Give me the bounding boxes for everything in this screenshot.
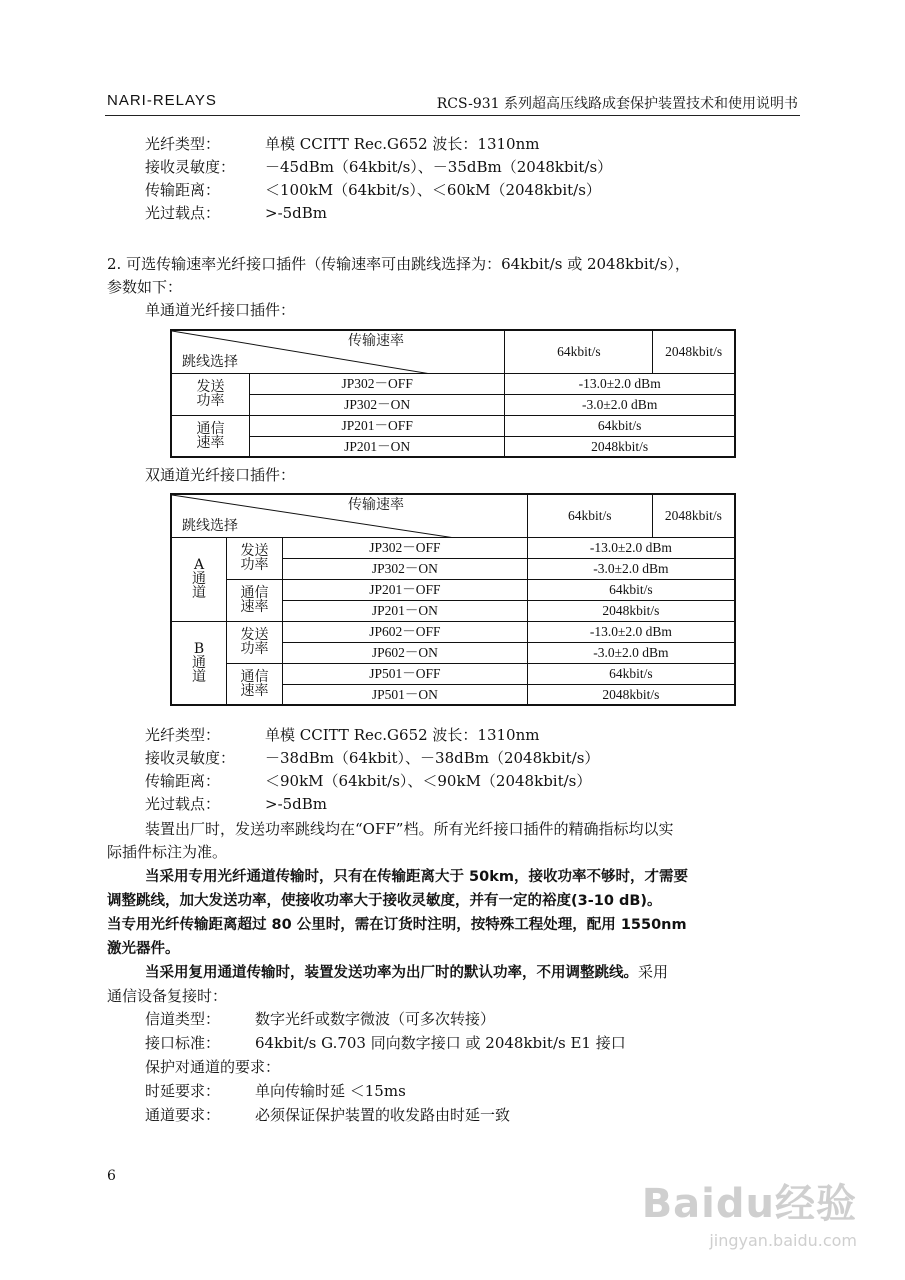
value-cell: -13.0±2.0 dBm [527,621,735,642]
header-jumper: 跳线选择 [182,354,238,370]
note-dedicated-line1: 当采用专用光纤通道传输时，只有在传输距离大于 50km，接收功率不够时，才需要 [145,869,688,885]
header-jumper: 跳线选择 [182,518,238,534]
spec-fiber-type: 光纤类型： 单模 CCITT Rec.G652 波长：1310nm [145,135,540,153]
jumper-cell: JP302－ON [250,394,505,415]
paragraph-2-line1: 2. 可选传输速率光纤接口插件（传输速率可由跳线选择为：64kbit/s 或 2048kbit/s）， [107,255,690,273]
value-cell: -13.0±2.0 dBm [527,537,735,558]
value-cell: -13.0±2.0 dBm [505,373,735,394]
spec-sensitivity: 接收灵敏度： －45dBm（64kbit/s）、－35dBm（2048kbit/s） [145,158,613,176]
jumper-cell: JP501－OFF [283,663,528,684]
dual-channel-title: 双通道光纤接口插件： [145,466,296,484]
note-mux-line1: 当采用复用通道传输时，装置发送功率为出厂时的默认功率，不用调整跳线。采用 [145,963,669,981]
spec-interface-standard: 接口标准： 64kbit/s G.703 同向数字接口 或 2048kbit/s E1 接口 [145,1034,626,1052]
value-cell: 64kbit/s [527,579,735,600]
spec2-fiber-type: 光纤类型： 单模 CCITT Rec.G652 波长：1310nm [145,726,540,744]
spec-distance: 传输距离： ＜100kM（64kbit/s）、＜60kM（2048kbit/s） [145,181,601,199]
watermark-logo [642,1172,857,1250]
jumper-cell: JP501－ON [283,684,528,705]
single-channel-title: 单通道光纤接口插件： [145,301,296,319]
watermark-main: Baidu经验 [641,1181,857,1227]
note-factory-line2: 际插件标注为准。 [107,843,228,861]
single-channel-table [170,329,736,458]
group-label-tx-power: 发送 功率 [171,373,250,415]
jumper-cell: JP602－OFF [283,621,528,642]
value-cell: 64kbit/s [505,415,735,436]
channel-label-a: A 通 道 [171,537,227,621]
value-cell: 64kbit/s [527,663,735,684]
spec2-sensitivity: 接收灵敏度： －38dBm（64kbit）、－38dBm（2048kbit/s） [145,749,600,767]
header-title-right: RCS-931 系列超高压线路成套保护装置技术和使用说明书 [436,96,798,112]
group-label-comm-rate: 通信 速率 [171,415,250,457]
jumper-cell: JP201－ON [283,600,528,621]
note-mux-line2: 通信设备复接时： [107,987,228,1005]
spec2-overload: 光过载点： >-5dBm [145,795,328,813]
note-dedicated-line2: 调整跳线，加大发送功率，使接收功率大于接收灵敏度，并有一定的裕度(3-10 dB)。 [107,893,662,909]
value-cell: 2048kbit/s [527,684,735,705]
header-col-64k: 64kbit/s [527,494,652,537]
header-col-64k: 64kbit/s [505,330,653,373]
jumper-cell: JP302－ON [283,558,528,579]
note-dedicated-line4: 激光器件。 [107,941,180,957]
spec-channel-type: 信道类型： 数字光纤或数字微波（可多次转接） [145,1010,496,1028]
value-cell: 2048kbit/s [505,436,735,457]
note-dedicated-line3: 当专用光纤传输距离超过 80 公里时，需在订货时注明，按特殊工程处理，配用 1550nm [107,917,687,933]
value-cell: -3.0±2.0 dBm [505,394,735,415]
note-factory-line1: 装置出厂时，发送功率跳线均在“OFF”档。所有光纤接口插件的精确指标均以实 [145,820,674,838]
spec-overload: 光过载点： >-5dBm [145,204,328,222]
value-cell: -3.0±2.0 dBm [527,558,735,579]
requirements-title: 保护对通道的要求： [145,1058,281,1076]
jumper-cell: JP302－OFF [250,373,505,394]
header-rate: 传输速率 [348,333,404,349]
table-diagonal-header [171,330,505,373]
header-title-left: NARI-RELAYS [107,92,217,109]
dual-channel-table [170,493,736,706]
jumper-cell: JP201－OFF [250,415,505,436]
value-cell: 2048kbit/s [527,600,735,621]
channel-label-b: B 通 道 [171,621,227,705]
group-label-tx-power: 发送 功率 [227,537,283,579]
spec-delay: 时延要求： 单向传输时延 ＜15ms [145,1082,406,1100]
jumper-cell: JP302－OFF [283,537,528,558]
header-rule [105,115,800,116]
table-diagonal-header [171,494,527,537]
group-label-comm-rate: 通信 速率 [227,579,283,621]
jumper-cell: JP602－ON [283,642,528,663]
spec2-distance: 传输距离： ＜90kM（64kbit/s）、＜90kM（2048kbit/s） [145,772,592,790]
header-col-2048k: 2048kbit/s [652,494,735,537]
jumper-cell: JP201－OFF [283,579,528,600]
jumper-cell: JP201－ON [250,436,505,457]
value-cell: -3.0±2.0 dBm [527,642,735,663]
paragraph-2-line2: 参数如下： [107,278,183,296]
group-label-comm-rate: 通信 速率 [227,663,283,705]
header-col-2048k: 2048kbit/s [653,330,735,373]
group-label-tx-power: 发送 功率 [227,621,283,663]
header-rate: 传输速率 [348,497,404,513]
spec-path: 通道要求： 必须保证保护装置的收发路由时延一致 [145,1106,511,1124]
page-number: 6 [107,1168,116,1184]
watermark-url: jingyan.baidu.com [709,1231,857,1250]
